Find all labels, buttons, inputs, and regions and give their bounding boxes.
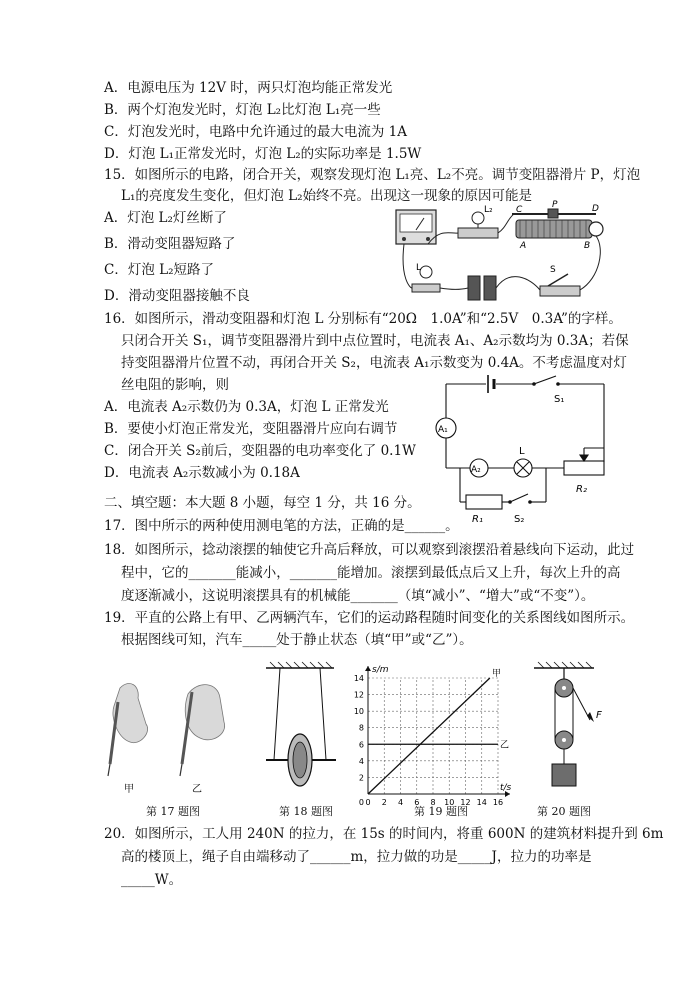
fig20-label-force: F: [596, 710, 602, 721]
chart-series-label-2: 乙: [500, 740, 510, 751]
q15-label-s: S: [550, 265, 556, 275]
chart-y-axis-arrow: [365, 666, 371, 671]
q18-line-1: 18．如图所示，捻动滚摆的轴使它升高后释放，可以观察到滚摆沿着悬线向下运动，此过: [104, 542, 635, 558]
q15-label-p: P: [552, 200, 558, 210]
q15-label-d: D: [592, 204, 599, 214]
chart-y-tick-label: 14: [353, 674, 364, 683]
chart-x-tick-label: 10: [444, 798, 455, 805]
q20-line-1: 20．如图所示，工人用 240N 的拉力，在 15s 的时间内，将重 600N 的建筑材料提升到 6m: [104, 826, 664, 842]
q16-stem-line-1: 16．如图所示，滑动变阻器和灯泡 L 分别标有“20Ω 1.0A”和“2.5V 0.3A”的字样。: [104, 311, 622, 327]
q14-option-b: B．两个灯泡发光时，灯泡 L₂比灯泡 L₁亮一些: [104, 102, 381, 118]
chart-y-axis-label: s/m: [372, 665, 389, 675]
fig19-st-graph: [348, 660, 518, 805]
fig17-caption: 第 17 题图: [146, 805, 200, 818]
chart-y-tick-label: 8: [358, 723, 364, 733]
chart-x-tick-label: 16: [492, 798, 504, 805]
chart-origin-label: 0: [358, 798, 364, 805]
q16-stem-line-3: 持变阻器滑片位置不动，再闭合开关 S₂，电流表 A₁示数变为 0.4A。不考虑温度对灯: [121, 355, 627, 371]
fig18-pendulum-wheel: [262, 660, 342, 798]
q14-option-d: D．灯泡 L₁正常发光时，灯泡 L₂的实际功率是 1.5W: [104, 146, 422, 162]
q15-option-b: B．滑动变阻器短路了: [104, 236, 236, 252]
q15-label-l1: L: [416, 263, 422, 273]
section-heading-fill-in: 二、填空题：本大题 8 小题，每空 1 分，共 16 分。: [104, 495, 421, 511]
fig20-caption: 第 20 题图: [537, 805, 591, 818]
q15-stem-line-2: L₁的亮度发生变化，但灯泡 L₂始终不亮。出现这一现象的原因可能是: [121, 188, 533, 204]
chart-x-tick-label: 0: [365, 798, 371, 805]
q16-label-r2: R₂: [576, 484, 587, 495]
chart-x-axis-label: t/s: [500, 783, 512, 793]
chart-series-line-1: [368, 678, 490, 794]
chart-y-tick-label: 2: [358, 773, 364, 783]
q15-label-c: C: [516, 205, 523, 215]
fig17-label-jia: 甲: [124, 784, 134, 793]
q15-label-a: A: [520, 241, 527, 251]
q15-label-b: B: [584, 241, 591, 251]
q14-option-c: C．灯泡发光时，电路中允许通过的最大电流为 1A: [104, 124, 407, 140]
chart-series-label-1: 甲: [491, 669, 501, 679]
q16-label-s1: S₁: [554, 394, 565, 405]
chart-y-tick-label: 12: [353, 690, 364, 700]
chart-x-tick-label: 8: [430, 798, 436, 805]
chart-y-tick-label: 4: [358, 756, 364, 766]
q16-label-a1: A₁: [438, 425, 448, 435]
q16-label-s2: S₂: [514, 514, 525, 525]
chart-x-tick-label: 4: [397, 798, 404, 805]
fig18-caption: 第 18 题图: [279, 805, 333, 818]
chart-x-tick-label: 6: [414, 798, 420, 805]
fig20-pulley: [528, 660, 608, 798]
chart-ticks: [354, 665, 512, 805]
chart-x-tick-label: 12: [460, 798, 471, 805]
q16-stem-line-2: 只闭合开关 S₁，调节变阻器滑片到中点位置时，电流表 A₁、A₂示数均为 0.3A；若保: [121, 333, 629, 349]
chart-x-tick-label: 14: [476, 798, 487, 805]
q15-label-l2: L₂: [484, 205, 493, 215]
q18-line-3: 度逐渐减小，这说明滚摆具有的机械能_______（填“减小”、“增大”或“不变”）。: [121, 588, 595, 604]
q16-option-d: D．电流表 A₂示数减小为 0.18A: [104, 465, 300, 481]
q16-circuit-diagram: [430, 370, 620, 528]
q19-line-2: 根据图线可知，汽车_____处于静止状态（填“甲”或“乙”）。: [121, 632, 473, 648]
chart-x-tick-label: 2: [381, 798, 387, 805]
q16-option-b: B．要使小灯泡正常发光，变阻器滑片应向右调节: [104, 421, 398, 437]
q14-option-a: A．电源电压为 12V 时，两只灯泡均能正常发光: [104, 80, 393, 96]
q16-option-a: A．电流表 A₂示数仍为 0.3A，灯泡 L 正常发光: [104, 399, 389, 415]
q17-text: 17．图中所示的两种使用测电笔的方法，正确的是______。: [104, 518, 459, 534]
q15-stem-line-1: 15．如图所示的电路，闭合开关，观察发现灯泡 L₁亮、L₂不亮。调节变阻器滑片 P，灯泡: [104, 167, 641, 183]
q18-line-2: 程中，它的_______能减小，_______能增加。滚摆到最低点后又上升，每次上升的高: [121, 565, 621, 581]
q16-option-c: C．闭合开关 S₂前后，变阻器的电功率变化了 0.1W: [104, 443, 416, 459]
q20-line-2: 高的楼顶上，绳子自由端移动了______m，拉力做的功是_____J，拉力的功率是: [121, 849, 592, 865]
q20-line-3: _____W。: [121, 872, 183, 888]
chart-y-tick-label: 6: [358, 740, 364, 750]
fig19-caption: 第 19 题图: [414, 805, 468, 818]
q15-option-d: D．滑动变阻器接触不良: [104, 288, 250, 304]
q15-option-a: A．灯泡 L₂灯丝断了: [104, 210, 227, 226]
q16-label-a2: A₂: [471, 465, 481, 475]
chart-y-tick-label: 10: [353, 707, 364, 717]
chart-series: [368, 668, 509, 794]
q15-option-c: C．灯泡 L₂短路了: [104, 262, 214, 278]
q16-label-l: L: [519, 446, 525, 457]
q19-line-1: 19．平直的公路上有甲、乙两辆汽车，它们的运动路程随时间变化的关系图线如图所示。: [104, 610, 635, 626]
q16-stem-line-4: 丝电阻的影响，则: [121, 377, 229, 393]
q16-label-r1: R₁: [472, 514, 483, 525]
fig17-test-pen-photos: [100, 668, 250, 793]
chart-grid: [368, 678, 498, 794]
q15-circuit-figure: [390, 198, 612, 308]
fig17-label-yi: 乙: [192, 784, 202, 793]
